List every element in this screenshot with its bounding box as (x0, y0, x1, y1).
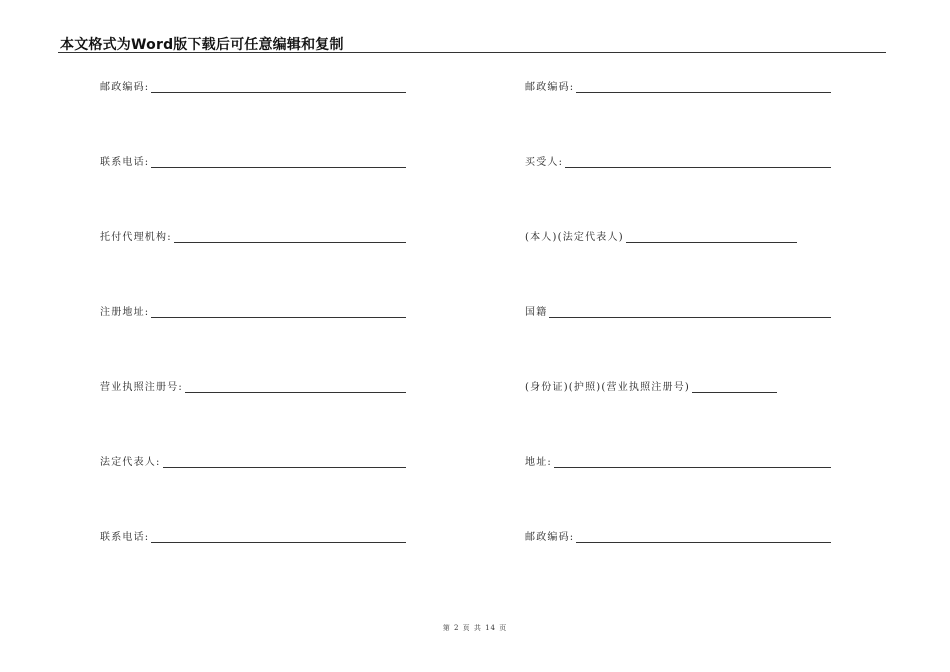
left-field-postal-code (100, 78, 406, 94)
field-label: 邮政编码: (525, 532, 575, 543)
right-field-self-legal-rep (525, 228, 797, 244)
field-label: 托付代理机构: (100, 232, 172, 243)
field-label: (身份证)(护照)(营业执照注册号) (525, 382, 691, 393)
blank-line (174, 242, 406, 243)
left-field-phone-2 (100, 528, 406, 544)
right-field-address (525, 453, 831, 469)
blank-line (626, 242, 797, 243)
blank-line (692, 392, 777, 393)
right-field-postal-code (525, 78, 831, 94)
blank-line (151, 92, 406, 93)
field-label: 联系电话: (100, 157, 150, 168)
right-field-buyer (525, 153, 831, 169)
left-field-agent-org (100, 228, 406, 244)
field-label: (本人)(法定代表人) (525, 232, 624, 243)
blank-line (151, 317, 406, 318)
field-label: 联系电话: (100, 532, 150, 543)
left-field-registered-address (100, 303, 406, 319)
left-field-legal-rep (100, 453, 406, 469)
field-label: 注册地址: (100, 307, 150, 318)
field-label: 营业执照注册号: (100, 382, 183, 393)
blank-line (151, 167, 406, 168)
blank-line (554, 467, 831, 468)
field-label: 国籍 (525, 307, 548, 318)
right-field-postal-code-2 (525, 528, 831, 544)
field-label: 法定代表人: (100, 457, 161, 468)
field-label: 地址: (525, 457, 552, 468)
blank-line (565, 167, 831, 168)
page-number-footer: 第 2 页 共 14 页 (442, 624, 508, 632)
blank-line (576, 92, 831, 93)
left-field-business-license (100, 378, 406, 394)
blank-line (549, 317, 831, 318)
left-field-phone (100, 153, 406, 169)
right-field-nationality (525, 303, 831, 319)
field-label: 邮政编码: (525, 82, 575, 93)
blank-line (151, 542, 406, 543)
header-divider (58, 52, 886, 53)
page-header-title: 本文格式为Word版下载后可任意编辑和复制 (60, 37, 344, 53)
field-label: 买受人: (525, 157, 564, 168)
field-label: 邮政编码: (100, 82, 150, 93)
blank-line (576, 542, 831, 543)
blank-line (185, 392, 406, 393)
blank-line (163, 467, 406, 468)
right-field-id-passport-license (525, 378, 777, 394)
